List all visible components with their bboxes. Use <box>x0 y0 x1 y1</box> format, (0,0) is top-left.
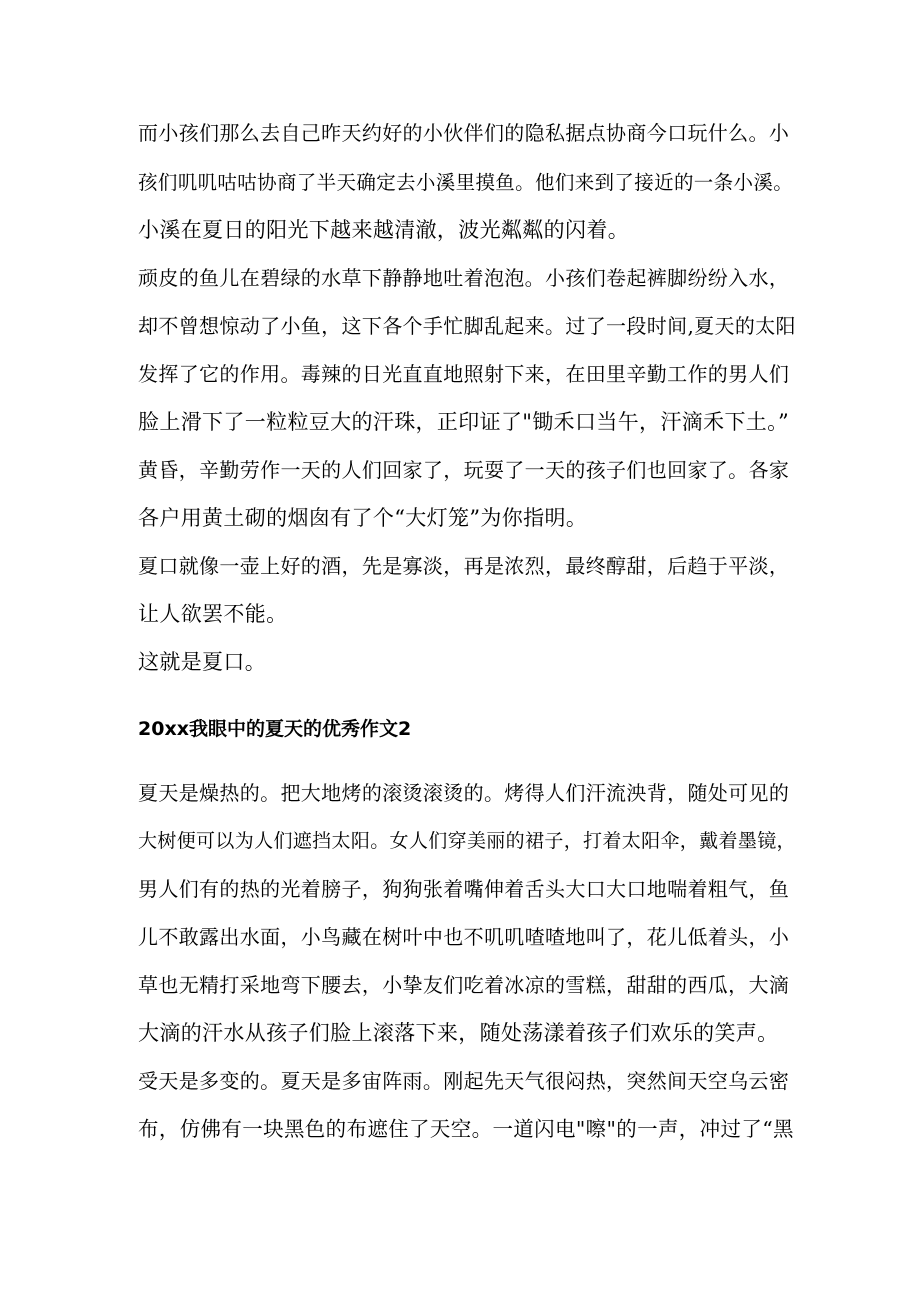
paragraph-line: 孩们叽叽咕咕协商了半天确定去小溪里摸鱼。他们来到了接近的一条小溪。 <box>138 171 794 194</box>
paragraph-line: 顽皮的鱼儿在碧绿的水草下静静地吐着泡泡。小孩们卷起裤脚纷纷入水， <box>138 266 790 290</box>
paragraph-line: 发挥了它的作用。毒辣的日光直直地照射下来，在田里辛勤工作的男人们 <box>138 362 790 386</box>
paragraph-line: 大树便可以为人们遮挡太阳。女人们穿美丽的裙子，打着太阳伞，戴着墨镜， <box>138 830 796 852</box>
paragraph-line: 男人们有的热的光着膀子，狗狗张着嘴伸着舌头大口大口地喘着粗气，鱼 <box>138 877 790 901</box>
paragraph-line: 小溪在夏日的阳光下越来越清澈，波光粼粼的闪着。 <box>138 218 630 242</box>
paragraph-line: 草也无精打采地弯下腰去，小挚友们吃着冰凉的雪糕，甜甜的西瓜，大滴 <box>138 973 790 997</box>
paragraph-line: 夏天是燥热的。把大地烤的滚烫滚烫的。烤得人们汗流泱背，随处可见的 <box>138 781 790 805</box>
paragraph-line: 夏口就像一壶上好的酒，先是寡淡，再是浓烈，最终醇甜，后趋于平淡， <box>138 554 790 578</box>
paragraph-line: 布，仿佛有一块黑色的布遮住了天空。一道闪电"嚓"的一声，冲过了“黑 <box>138 1117 794 1141</box>
paragraph-line: 各户用黄土砌的烟囱有了个“大灯笼”为你指明。 <box>138 506 588 530</box>
paragraph-line: 让人欲罢不能。 <box>138 602 288 626</box>
paragraph-line: 受天是多变的。夏天是多宙阵雨。刚起先天气很闷热，突然间天空乌云密 <box>138 1069 790 1093</box>
paragraph-line: 这就是夏口。 <box>138 650 267 674</box>
paragraph-line: 而小孩们那么去自己昨天约好的小伙伴们的隐私据点协商今口玩什么。小 <box>138 121 790 145</box>
paragraph-line: 黄昏，辛勤劳作一天的人们回家了，玩耍了一天的孩子们也回家了。各家 <box>138 458 790 482</box>
section-heading: 20xx我眼中的夏天的优秀作文2 <box>138 718 412 740</box>
paragraph-line: 儿不敢露出水面，小鸟藏在树叶中也不叽叽喳喳地叫了，花儿低着头，小 <box>138 925 790 949</box>
paragraph-line: 脸上滑下了一粒粒豆大的汗珠，正印证了"锄禾口当午，汗滴禾下土。” <box>138 410 790 434</box>
paragraph-line: 大滴的汗水从孩子们脸上滚落下来，随处荡漾着孩子们欢乐的笑声。 <box>138 1021 779 1045</box>
paragraph-line: 却不曾想惊动了小鱼，这下各个手忙脚乱起来。过了一段时间,夏天的太阳 <box>138 314 796 338</box>
